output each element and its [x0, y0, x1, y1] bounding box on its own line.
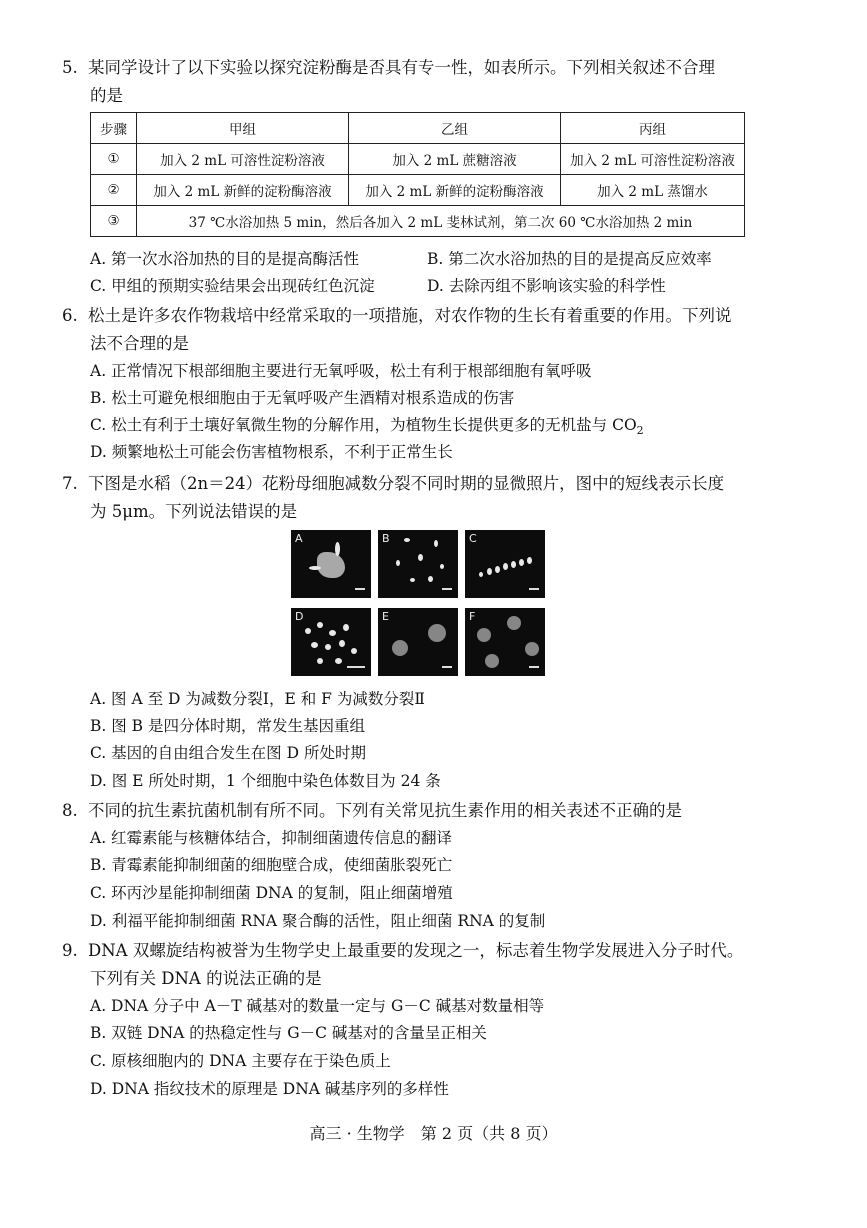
option-5d: D. 去除丙组不影响该实验的科学性 — [427, 277, 666, 295]
table-header: 乙组 — [349, 113, 561, 144]
option-7d: D. 图 E 所处时期，1 个细胞中染色体数目为 24 条 — [90, 772, 441, 790]
micrograph-panel-f: F — [465, 608, 545, 676]
table-cell: ② — [91, 175, 137, 206]
option-7c: C. 基因的自由组合发生在图 D 所处时期 — [90, 744, 366, 762]
option-6c: C. 松土有利于土壤好氧微生物的分解作用，为植物生长提供更多的无机盐与 $CO_2$ — [90, 416, 644, 438]
option-6a: A. 正常情况下根部细胞主要进行无氧呼吸，松土有利于根部细胞有氧呼吸 — [90, 362, 592, 380]
question-number: 8. — [62, 801, 78, 820]
table-cell: 加入 2 mL 可溶性淀粉溶液 — [137, 144, 349, 175]
table-cell: 37 ℃水浴加热 5 min，然后各加入 2 mL 斐林试剂，第二次 60 ℃水浴加热 2 min — [137, 206, 745, 237]
table-cell: 加入 2 mL 蔗糖溶液 — [349, 144, 561, 175]
option-5c: C. 甲组的预期实验结果会出现砖红色沉淀 — [90, 277, 375, 295]
question-number: 5. — [62, 58, 78, 77]
micrograph-panel-d: D — [291, 608, 371, 676]
question-number: 7. — [62, 474, 78, 493]
table-cell: 加入 2 mL 蒸馏水 — [561, 175, 745, 206]
option-9d: D. DNA 指纹技术的原理是 DNA 碱基序列的多样性 — [90, 1080, 449, 1098]
option-7b: B. 图 B 是四分体时期，常发生基因重组 — [90, 717, 365, 735]
option-9c: C. 原核细胞内的 DNA 主要存在于染色质上 — [90, 1052, 391, 1070]
table-row — [91, 175, 745, 206]
table-cell: 加入 2 mL 可溶性淀粉溶液 — [561, 144, 745, 175]
option-5b: B. 第二次水浴加热的目的是提高反应效率 — [427, 250, 712, 268]
option-5a: A. 第一次水浴加热的目的是提高酶活性 — [90, 250, 360, 268]
table-header: 丙组 — [561, 113, 745, 144]
option-6b: B. 松土可避免根细胞由于无氧呼吸产生酒精对根系造成的伤害 — [90, 389, 515, 407]
table-row — [91, 144, 745, 175]
option-8a: A. 红霉素能与核糖体结合，抑制细菌遗传信息的翻译 — [90, 829, 453, 847]
table-cell: 加入 2 mL 新鲜的淀粉酶溶液 — [349, 175, 561, 206]
table-header-row — [91, 113, 745, 144]
option-8c: C. 环丙沙星能抑制细菌 DNA 的复制，阻止细菌增殖 — [90, 884, 453, 902]
question-7-stem: 7. 下图是水稻（2n＝24）花粉母细胞减数分裂不同时期的显微照片，图中的短线表示长度 为 5μm。下列说法错误的是 — [62, 470, 762, 526]
option-6d: D. 频繁地松土可能会伤害植物根系，不利于正常生长 — [90, 443, 453, 461]
question-8-stem: 8. 不同的抗生素抗菌机制有所不同。下列有关常见抗生素作用的相关表述不正确的是 — [62, 797, 762, 825]
question-5-stem: 5. 某同学设计了以下实验以探究淀粉酶是否具有专一性，如表所示。下列相关叙述不合理 的是 — [62, 54, 762, 110]
page-footer: 高三 · 生物学 第 2 页（共 8 页） — [309, 1124, 558, 1143]
micrograph-panel-e: E — [378, 608, 458, 676]
table-cell: 加入 2 mL 新鲜的淀粉酶溶液 — [137, 175, 349, 206]
micrograph-panel-c: C — [465, 530, 545, 598]
question-number: 9. — [62, 941, 78, 960]
option-8b: B. 青霉素能抑制细菌的细胞壁合成，使细菌胀裂死亡 — [90, 856, 453, 874]
option-9a: A. DNA 分子中 A－T 碱基对的数量一定与 G－C 碱基对数量相等 — [90, 997, 545, 1015]
table-header: 步骤 — [91, 113, 137, 144]
option-8d: D. 利福平能抑制细菌 RNA 聚合酶的活性，阻止细菌 RNA 的复制 — [90, 912, 546, 930]
option-9b: B. 双链 DNA 的热稳定性与 G－C 碱基对的含量呈正相关 — [90, 1024, 487, 1042]
micrograph-panel-b: B — [378, 530, 458, 598]
micrograph-panel-a: A — [291, 530, 371, 598]
table-cell: ③ — [91, 206, 137, 237]
table-row — [91, 206, 745, 237]
micrograph-figure — [291, 530, 547, 678]
table-cell: ① — [91, 144, 137, 175]
question-9-stem: 9. DNA 双螺旋结构被誉为生物学史上最重要的发现之一，标志着生物学发展进入分子时代。 下列有关 DNA 的说法正确的是 — [62, 937, 762, 993]
question-number: 6. — [62, 306, 78, 325]
option-7a: A. 图 A 至 D 为减数分裂Ⅰ，E 和 F 为减数分裂Ⅱ — [90, 690, 425, 708]
table-header: 甲组 — [137, 113, 349, 144]
experiment-table — [90, 112, 745, 237]
question-6-stem: 6. 松土是许多农作物栽培中经常采取的一项措施，对农作物的生长有着重要的作用。下列说 法不合理的是 — [62, 302, 762, 358]
